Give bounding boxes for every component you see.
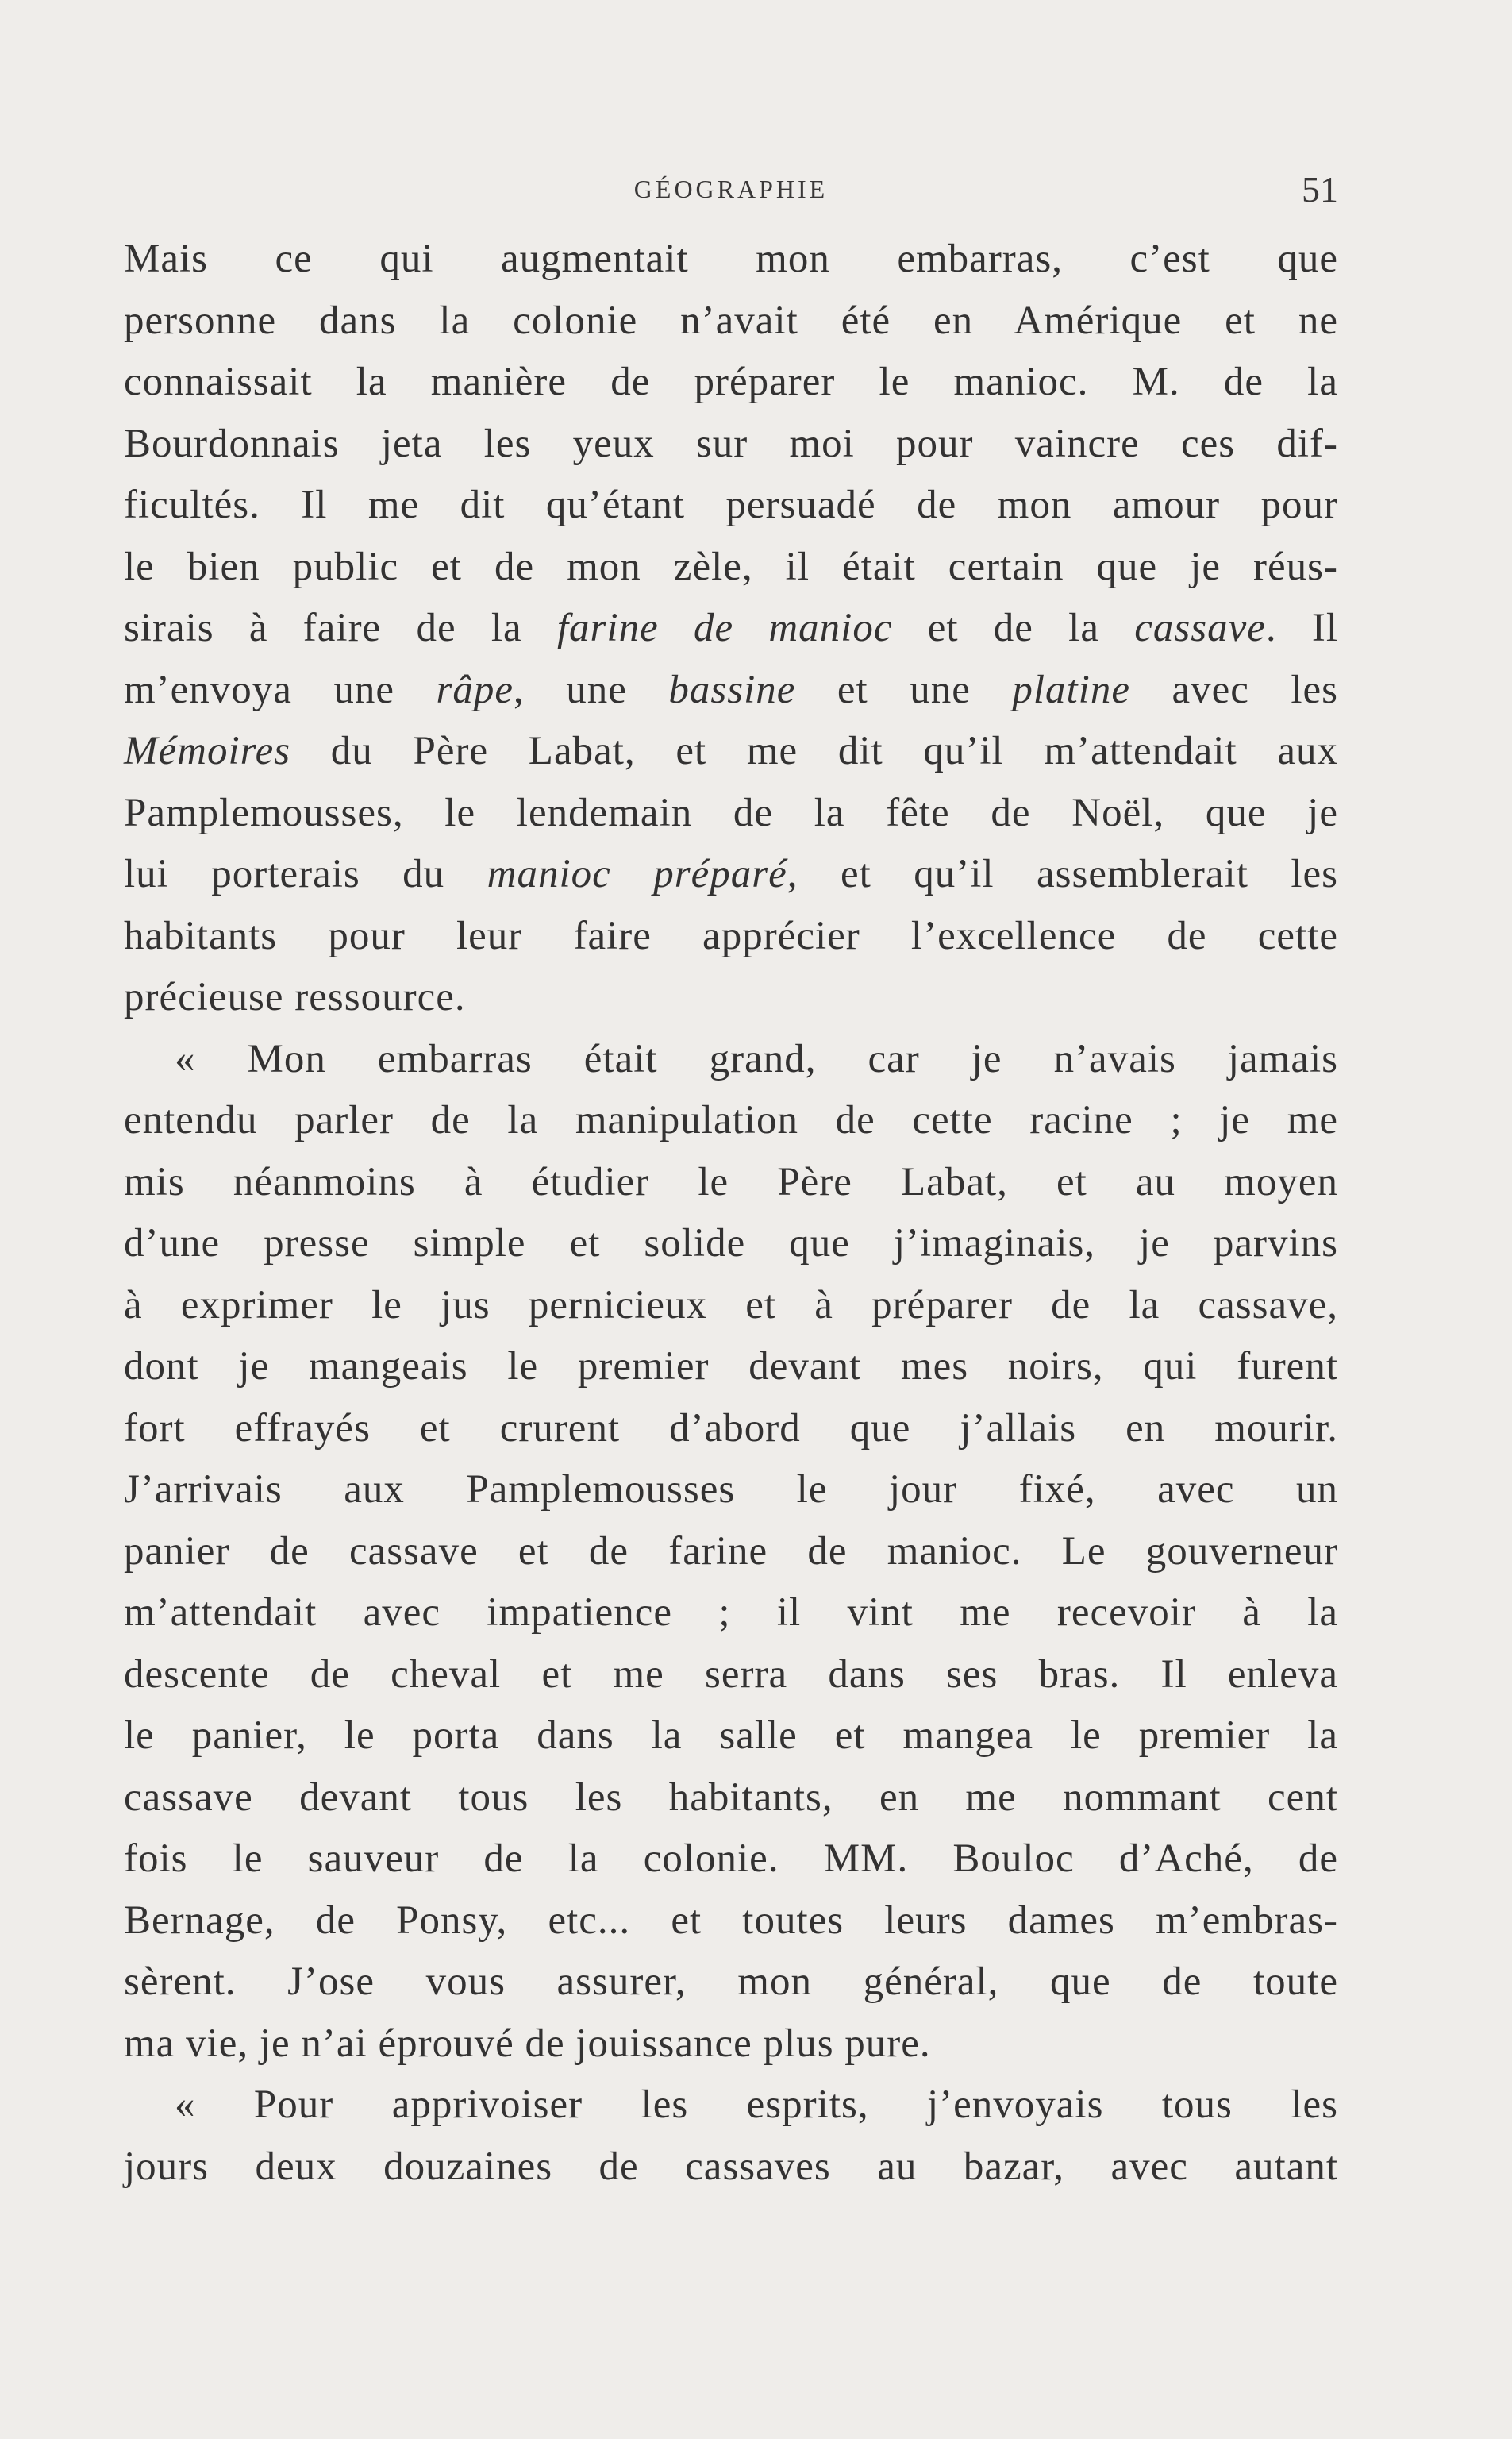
text-span: entendu parler de la manipulation de cette racine ; je me	[124, 1098, 1338, 1142]
text-line	[124, 1705, 1338, 1767]
text-line	[124, 1213, 1338, 1275]
text-line	[124, 1952, 1338, 2013]
text-span: ma vie, je n’ai éprouvé de jouissance plus pure.	[124, 2021, 931, 2066]
text-line	[124, 1152, 1338, 1214]
text-line	[124, 1890, 1338, 1952]
text-line	[124, 229, 1338, 291]
text-span: habitants pour leur faire apprécier l’excellence de cette	[124, 913, 1338, 958]
text-line	[124, 1090, 1338, 1152]
text-line	[124, 967, 1338, 1029]
text-span: panier de cassave et de farine de manioc. Le gouverneur	[124, 1528, 1338, 1574]
text-span: m’envoya une	[124, 667, 437, 712]
text-span: mis néanmoins à étudier le Père Labat, et au moyen	[124, 1159, 1338, 1204]
text-span: lui porterais du	[124, 852, 487, 896]
text-span: et de la	[892, 606, 1135, 650]
text-span: Mais ce qui augmentait mon embarras, c’est que	[124, 237, 1338, 281]
running-head	[124, 168, 1338, 216]
text-line	[124, 844, 1338, 906]
text-line	[124, 291, 1338, 353]
text-line	[124, 2013, 1338, 2075]
text-line	[124, 1029, 1338, 1091]
text-line	[124, 352, 1338, 414]
text-span: sèrent. J’ose vous assurer, mon général, que de toute	[124, 1959, 1338, 2004]
text-span: d’une presse simple et solide que j’imaginais, je parvins	[124, 1221, 1338, 1266]
text-line	[124, 537, 1338, 599]
italic-text: bassine	[668, 667, 796, 712]
text-span: . Il	[1265, 606, 1338, 650]
text-span: fort effrayés et crurent d’abord que j’allais en mourir.	[124, 1405, 1338, 1451]
text-span: cassave devant tous les habitants, en me nommant cent	[124, 1774, 1338, 1820]
text-span: Bourdonnais jeta les yeux sur moi pour vaincre ces dif-	[124, 421, 1338, 466]
text-span: ficultés. Il me dit qu’étant persuadé de mon amour pour	[124, 483, 1338, 527]
text-line	[124, 660, 1338, 722]
text-span: sirais à faire de la	[124, 606, 557, 650]
text-line	[124, 475, 1338, 537]
text-line	[124, 598, 1338, 660]
italic-text: cassave	[1134, 606, 1266, 650]
text-line	[124, 1398, 1338, 1460]
body-text	[124, 229, 1338, 2198]
text-span: « Mon embarras était grand, car je n’avais jamais	[175, 1036, 1338, 1081]
text-line	[124, 1459, 1338, 1521]
text-span: jours deux douzaines de cassaves au bazar, avec autant	[124, 2144, 1338, 2189]
text-span: J’arrivais aux Pamplemousses le jour fixé, avec un	[124, 1467, 1338, 1512]
running-head-title: GÉOGRAPHIE	[633, 175, 829, 203]
text-span: Pamplemousses, le lendemain de la fête de Noël, que je	[124, 790, 1338, 835]
page-number: 51	[1302, 169, 1338, 210]
text-span: « Pour apprivoiser les esprits, j’envoyais tous les	[175, 2083, 1338, 2127]
italic-text: manioc préparé	[487, 852, 787, 896]
text-span: du Père Labat, et me dit qu’il m’attendait aux	[290, 729, 1338, 773]
text-line	[124, 783, 1338, 845]
italic-text: farine de manioc	[556, 606, 893, 650]
text-line	[124, 2075, 1338, 2137]
text-line	[124, 414, 1338, 476]
italic-text: râpe	[436, 667, 514, 712]
text-span: connaissait la manière de préparer le manioc. M. de la	[124, 360, 1338, 404]
text-span: m’attendait avec impatience ; il vint me recevoir à la	[124, 1590, 1338, 1635]
text-span: fois le sauveur de la colonie. MM. Bouloc d’Aché, de	[124, 1836, 1338, 1881]
text-line	[124, 1828, 1338, 1890]
text-span: le bien public et de mon zèle, il était certain que je réus-	[124, 544, 1338, 589]
text-span: dont je mangeais le premier devant mes noirs, qui furent	[124, 1344, 1338, 1389]
text-line	[124, 721, 1338, 783]
italic-text: platine	[1012, 667, 1130, 712]
text-span: personne dans la colonie n’avait été en Amérique et ne	[124, 298, 1338, 343]
text-span: , et qu’il assemblerait les	[787, 852, 1339, 896]
text-line	[124, 1521, 1338, 1583]
text-span: descente de cheval et me serra dans ses bras. Il enleva	[124, 1651, 1338, 1697]
text-span: le panier, le porta dans la salle et mangea le premier la	[124, 1713, 1338, 1758]
text-span: , une	[514, 667, 669, 712]
text-line	[124, 906, 1338, 968]
text-span: Bernage, de Ponsy, etc... et toutes leurs dames m’embras-	[124, 1898, 1338, 1943]
text-line	[124, 1275, 1338, 1337]
text-span: à exprimer le jus pernicieux et à préparer de la cassave,	[124, 1282, 1338, 1327]
text-line	[124, 1644, 1338, 1706]
text-line	[124, 2137, 1338, 2198]
text-span: avec les	[1129, 667, 1339, 712]
text-line	[124, 1582, 1338, 1644]
text-span: et une	[795, 667, 1013, 712]
text-line	[124, 1336, 1338, 1398]
text-line	[124, 1767, 1338, 1829]
italic-text: Mémoires	[124, 729, 291, 773]
text-span: précieuse ressource.	[124, 975, 466, 1019]
